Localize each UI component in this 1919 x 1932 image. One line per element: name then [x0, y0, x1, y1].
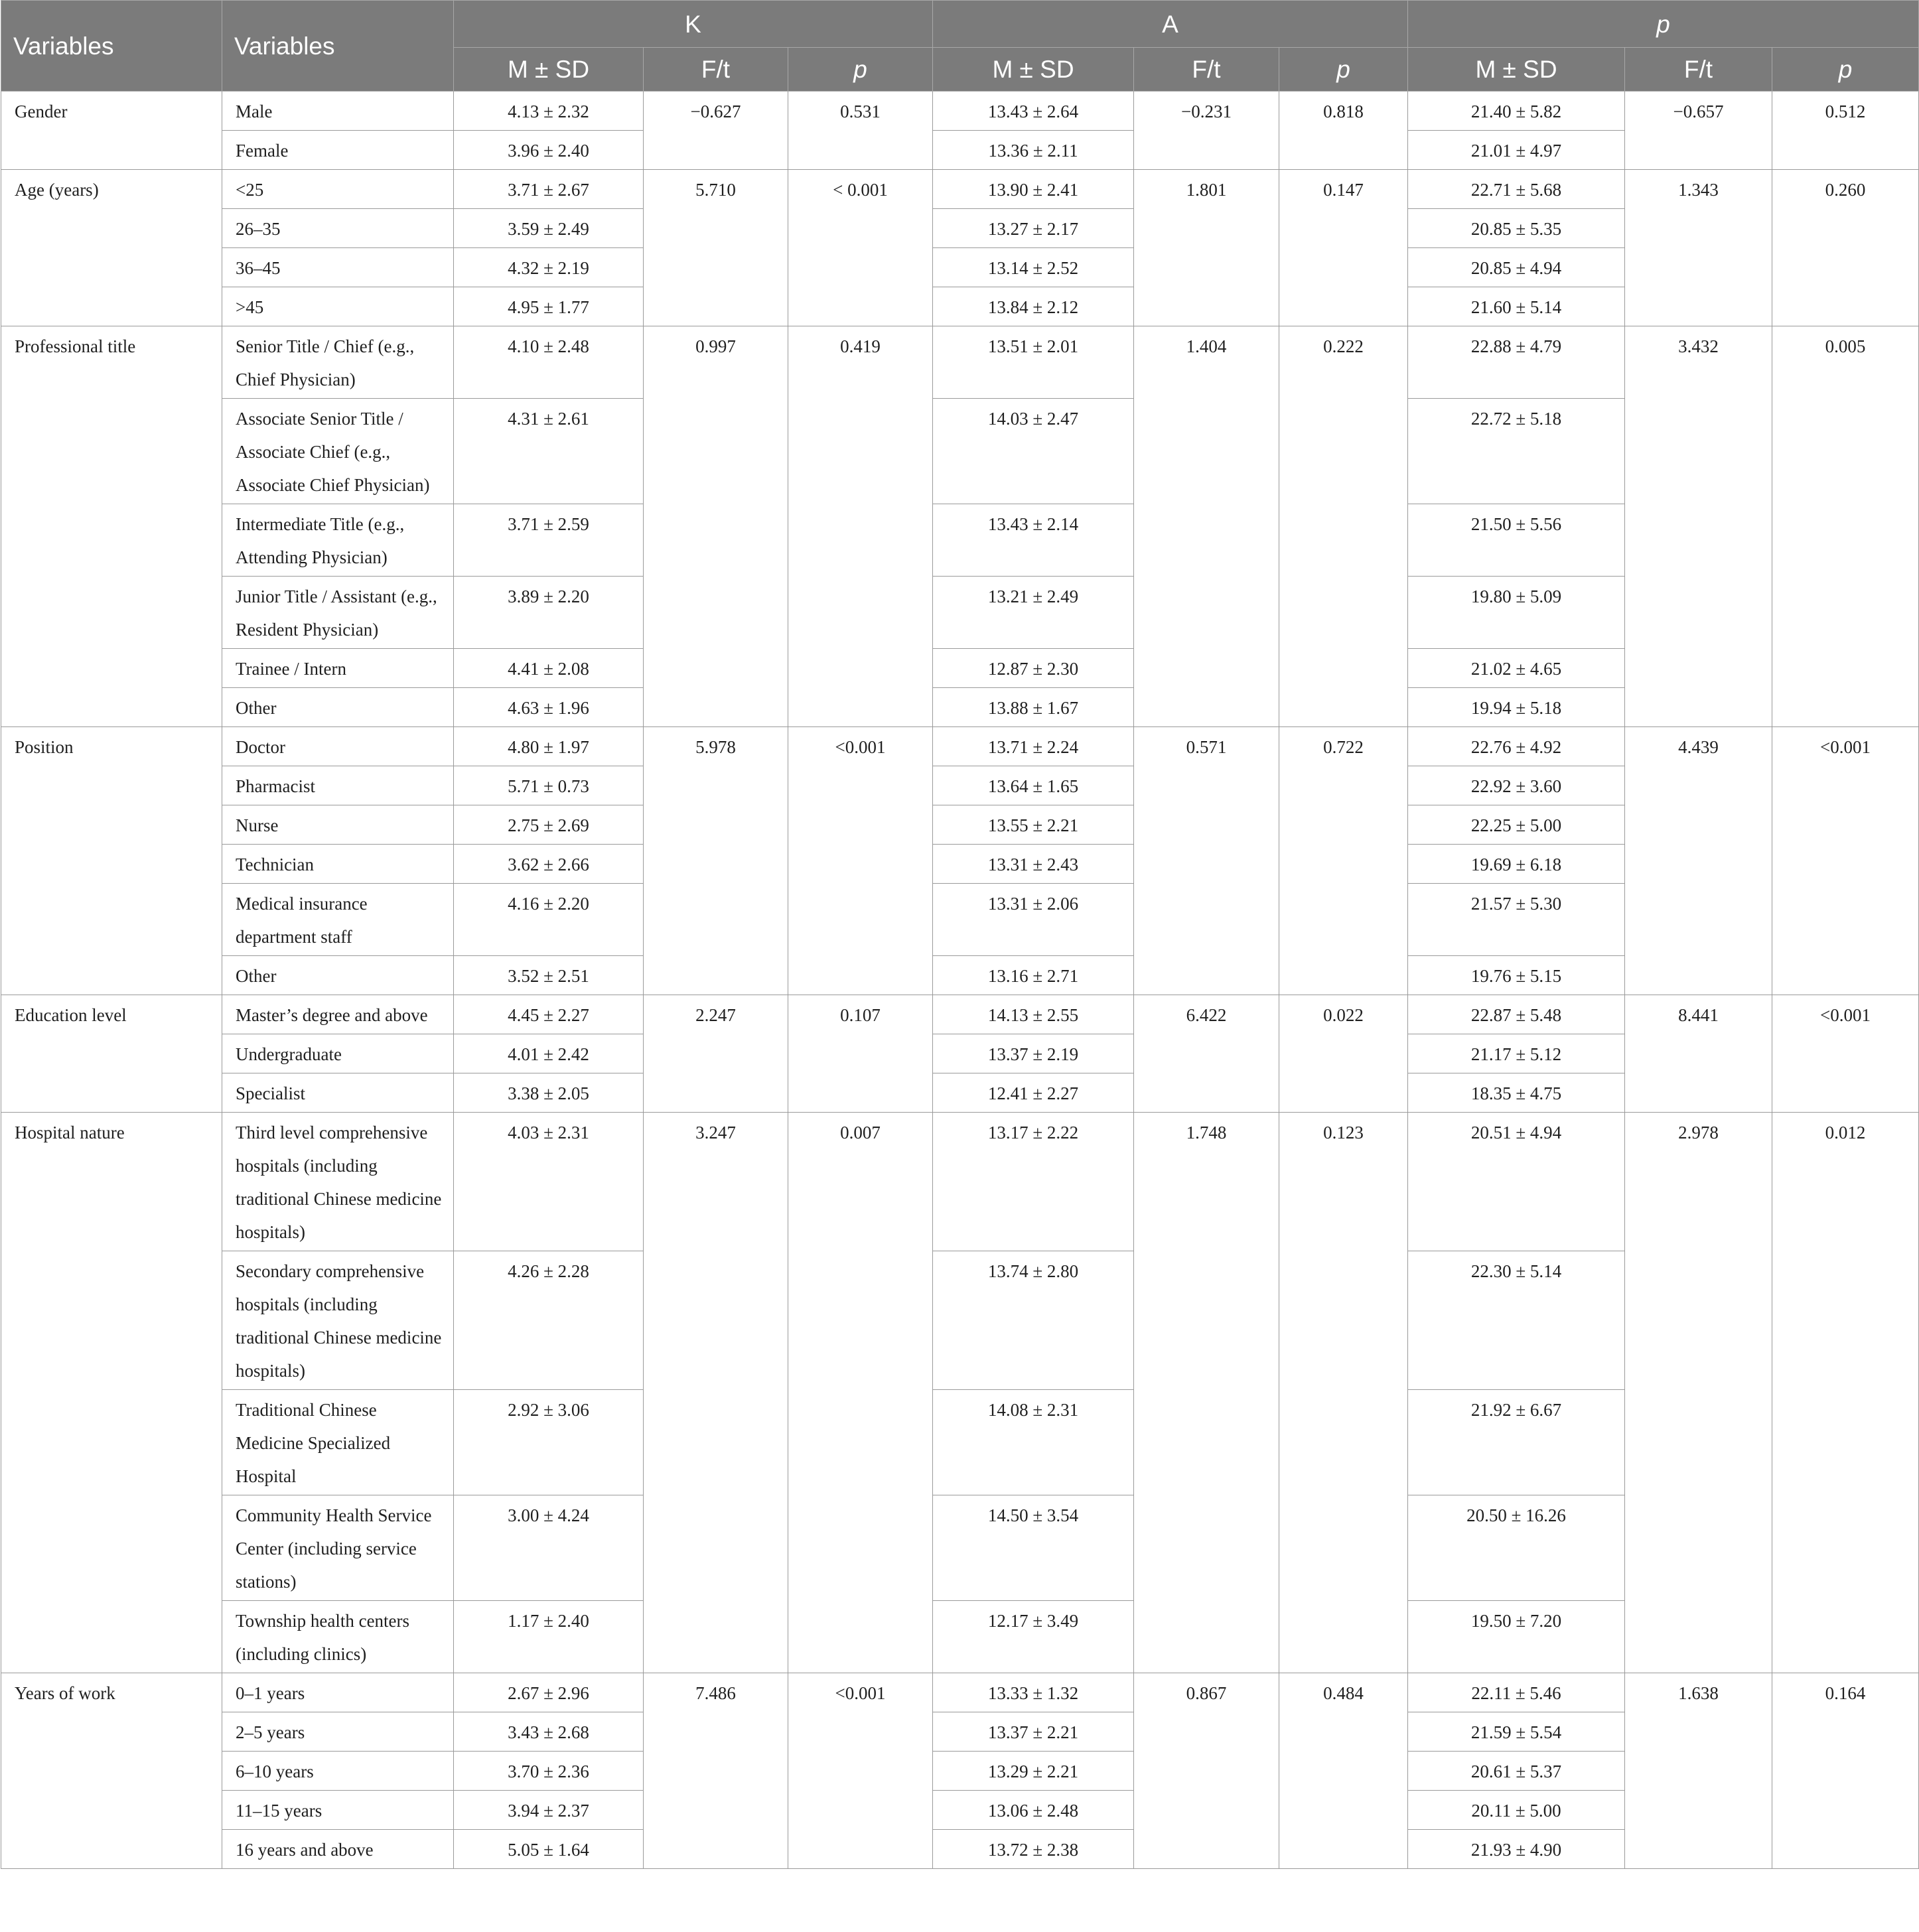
table-row	[1, 1113, 1919, 1251]
p-mean-sd: 18.35 ± 4.75	[1408, 1073, 1625, 1113]
a-mean-sd: 13.06 ± 2.48	[933, 1791, 1134, 1830]
k-p-value: < 0.001	[788, 170, 933, 326]
header-group-a: A	[933, 1, 1408, 48]
variable-label: Pharmacist	[222, 766, 454, 805]
a-mean-sd: 13.14 ± 2.52	[933, 248, 1134, 287]
k-mean-sd: 4.16 ± 2.20	[454, 884, 644, 956]
k-p-value: <0.001	[788, 727, 933, 995]
a-mean-sd: 14.50 ± 3.54	[933, 1495, 1134, 1601]
group-name: Years of work	[1, 1673, 222, 1869]
a-mean-sd: 12.87 ± 2.30	[933, 649, 1134, 688]
p-mean-sd: 21.59 ± 5.54	[1408, 1712, 1625, 1752]
variable-label: Nurse	[222, 805, 454, 845]
k-f-t: 0.997	[644, 326, 788, 727]
p-f-t: 1.638	[1625, 1673, 1772, 1869]
header-group-p: p	[1408, 1, 1919, 48]
k-mean-sd: 3.96 ± 2.40	[454, 131, 644, 170]
k-mean-sd: 1.17 ± 2.40	[454, 1601, 644, 1673]
p-mean-sd: 19.94 ± 5.18	[1408, 688, 1625, 727]
p-mean-sd: 19.69 ± 6.18	[1408, 845, 1625, 884]
a-mean-sd: 14.08 ± 2.31	[933, 1390, 1134, 1495]
k-mean-sd: 5.05 ± 1.64	[454, 1830, 644, 1869]
header-variables-1: Variables	[1, 1, 222, 92]
k-mean-sd: 3.38 ± 2.05	[454, 1073, 644, 1113]
p-mean-sd: 22.87 ± 5.48	[1408, 995, 1625, 1034]
variable-label: <25	[222, 170, 454, 209]
p-p-value: 0.005	[1772, 326, 1919, 727]
p-mean-sd: 21.17 ± 5.12	[1408, 1034, 1625, 1073]
k-mean-sd: 5.71 ± 0.73	[454, 766, 644, 805]
a-f-t: 1.748	[1134, 1113, 1279, 1673]
k-f-t: 7.486	[644, 1673, 788, 1869]
variable-label: Other	[222, 688, 454, 727]
variable-label: 6–10 years	[222, 1752, 454, 1791]
variable-label: Other	[222, 956, 454, 995]
p-f-t: 1.343	[1625, 170, 1772, 326]
k-p-value: 0.107	[788, 995, 933, 1113]
group-name: Position	[1, 727, 222, 995]
a-mean-sd: 13.90 ± 2.41	[933, 170, 1134, 209]
a-mean-sd: 13.71 ± 2.24	[933, 727, 1134, 766]
a-mean-sd: 13.27 ± 2.17	[933, 209, 1134, 248]
variable-label: Specialist	[222, 1073, 454, 1113]
header-a-msd: M ± SD	[933, 48, 1134, 92]
variable-label: Senior Title / Chief (e.g., Chief Physician)	[222, 326, 454, 399]
group-name: Gender	[1, 92, 222, 170]
p-mean-sd: 21.57 ± 5.30	[1408, 884, 1625, 956]
a-mean-sd: 13.17 ± 2.22	[933, 1113, 1134, 1251]
k-p-value: 0.419	[788, 326, 933, 727]
k-mean-sd: 4.26 ± 2.28	[454, 1251, 644, 1390]
group-name: Hospital nature	[1, 1113, 222, 1673]
a-mean-sd: 13.64 ± 1.65	[933, 766, 1134, 805]
group-name: Professional title	[1, 326, 222, 727]
p-p-value: <0.001	[1772, 727, 1919, 995]
k-mean-sd: 3.70 ± 2.36	[454, 1752, 644, 1791]
p-mean-sd: 20.85 ± 4.94	[1408, 248, 1625, 287]
p-f-t: 2.978	[1625, 1113, 1772, 1673]
p-f-t: 4.439	[1625, 727, 1772, 995]
a-mean-sd: 12.17 ± 3.49	[933, 1601, 1134, 1673]
a-mean-sd: 13.84 ± 2.12	[933, 287, 1134, 326]
table-row	[1, 92, 1919, 131]
p-mean-sd: 21.40 ± 5.82	[1408, 92, 1625, 131]
variable-label: 11–15 years	[222, 1791, 454, 1830]
p-p-value: <0.001	[1772, 995, 1919, 1113]
a-mean-sd: 13.31 ± 2.43	[933, 845, 1134, 884]
p-mean-sd: 19.76 ± 5.15	[1408, 956, 1625, 995]
variable-label: Male	[222, 92, 454, 131]
table-row	[1, 170, 1919, 209]
a-mean-sd: 13.43 ± 2.14	[933, 504, 1134, 577]
a-p-value: 0.722	[1279, 727, 1408, 995]
a-mean-sd: 13.31 ± 2.06	[933, 884, 1134, 956]
k-mean-sd: 3.89 ± 2.20	[454, 577, 644, 649]
p-p-value: 0.164	[1772, 1673, 1919, 1869]
p-mean-sd: 20.50 ± 16.26	[1408, 1495, 1625, 1601]
variable-label: Community Health Service Center (including service stations)	[222, 1495, 454, 1601]
p-mean-sd: 22.30 ± 5.14	[1408, 1251, 1625, 1390]
a-f-t: 6.422	[1134, 995, 1279, 1113]
header-a-p: p	[1279, 48, 1408, 92]
p-p-value: 0.512	[1772, 92, 1919, 170]
k-mean-sd: 4.03 ± 2.31	[454, 1113, 644, 1251]
variable-label: 0–1 years	[222, 1673, 454, 1712]
k-mean-sd: 3.52 ± 2.51	[454, 956, 644, 995]
header-k-ft: F/t	[644, 48, 788, 92]
k-f-t: 3.247	[644, 1113, 788, 1673]
header-group-k: K	[454, 1, 933, 48]
a-mean-sd: 13.37 ± 2.19	[933, 1034, 1134, 1073]
a-mean-sd: 13.37 ± 2.21	[933, 1712, 1134, 1752]
p-mean-sd: 21.93 ± 4.90	[1408, 1830, 1625, 1869]
a-f-t: 0.867	[1134, 1673, 1279, 1869]
table-row	[1, 326, 1919, 399]
p-mean-sd: 21.50 ± 5.56	[1408, 504, 1625, 577]
a-f-t: 1.801	[1134, 170, 1279, 326]
variable-label: 26–35	[222, 209, 454, 248]
p-mean-sd: 22.88 ± 4.79	[1408, 326, 1625, 399]
p-mean-sd: 21.92 ± 6.67	[1408, 1390, 1625, 1495]
p-mean-sd: 22.92 ± 3.60	[1408, 766, 1625, 805]
variable-label: Technician	[222, 845, 454, 884]
k-mean-sd: 4.01 ± 2.42	[454, 1034, 644, 1073]
a-mean-sd: 13.16 ± 2.71	[933, 956, 1134, 995]
k-f-t: 5.978	[644, 727, 788, 995]
k-mean-sd: 4.80 ± 1.97	[454, 727, 644, 766]
a-p-value: 0.222	[1279, 326, 1408, 727]
table-row	[1, 727, 1919, 766]
variable-label: Undergraduate	[222, 1034, 454, 1073]
k-mean-sd: 4.13 ± 2.32	[454, 92, 644, 131]
a-mean-sd: 13.36 ± 2.11	[933, 131, 1134, 170]
k-mean-sd: 4.10 ± 2.48	[454, 326, 644, 399]
header-k-p: p	[788, 48, 933, 92]
variable-label: Township health centers (including clinics)	[222, 1601, 454, 1673]
p-mean-sd: 20.85 ± 5.35	[1408, 209, 1625, 248]
k-mean-sd: 3.00 ± 4.24	[454, 1495, 644, 1601]
header-k-msd: M ± SD	[454, 48, 644, 92]
a-mean-sd: 13.55 ± 2.21	[933, 805, 1134, 845]
a-p-value: 0.818	[1279, 92, 1408, 170]
k-mean-sd: 2.67 ± 2.96	[454, 1673, 644, 1712]
p-mean-sd: 20.61 ± 5.37	[1408, 1752, 1625, 1791]
p-mean-sd: 22.25 ± 5.00	[1408, 805, 1625, 845]
a-mean-sd: 14.03 ± 2.47	[933, 399, 1134, 504]
k-mean-sd: 4.63 ± 1.96	[454, 688, 644, 727]
k-f-t: −0.627	[644, 92, 788, 170]
variable-label: 36–45	[222, 248, 454, 287]
p-mean-sd: 22.71 ± 5.68	[1408, 170, 1625, 209]
k-p-value: 0.531	[788, 92, 933, 170]
p-mean-sd: 22.76 ± 4.92	[1408, 727, 1625, 766]
a-mean-sd: 12.41 ± 2.27	[933, 1073, 1134, 1113]
stats-table	[1, 0, 1919, 1869]
a-f-t: 1.404	[1134, 326, 1279, 727]
p-mean-sd: 22.72 ± 5.18	[1408, 399, 1625, 504]
variable-label: 16 years and above	[222, 1830, 454, 1869]
a-mean-sd: 13.29 ± 2.21	[933, 1752, 1134, 1791]
k-mean-sd: 3.71 ± 2.67	[454, 170, 644, 209]
k-mean-sd: 3.43 ± 2.68	[454, 1712, 644, 1752]
k-mean-sd: 3.62 ± 2.66	[454, 845, 644, 884]
header-p-msd: M ± SD	[1408, 48, 1625, 92]
p-p-value: 0.260	[1772, 170, 1919, 326]
a-mean-sd: 13.88 ± 1.67	[933, 688, 1134, 727]
p-p-value: 0.012	[1772, 1113, 1919, 1673]
k-mean-sd: 4.31 ± 2.61	[454, 399, 644, 504]
p-f-t: 3.432	[1625, 326, 1772, 727]
k-mean-sd: 2.75 ± 2.69	[454, 805, 644, 845]
a-f-t: −0.231	[1134, 92, 1279, 170]
header-row-groups	[1, 1, 1919, 48]
group-name: Education level	[1, 995, 222, 1113]
a-p-value: 0.022	[1279, 995, 1408, 1113]
k-mean-sd: 4.45 ± 2.27	[454, 995, 644, 1034]
p-f-t: −0.657	[1625, 92, 1772, 170]
k-f-t: 5.710	[644, 170, 788, 326]
k-p-value: 0.007	[788, 1113, 933, 1673]
p-mean-sd: 21.01 ± 4.97	[1408, 131, 1625, 170]
a-mean-sd: 13.74 ± 2.80	[933, 1251, 1134, 1390]
p-mean-sd: 19.80 ± 5.09	[1408, 577, 1625, 649]
a-p-value: 0.147	[1279, 170, 1408, 326]
k-mean-sd: 4.32 ± 2.19	[454, 248, 644, 287]
a-mean-sd: 13.51 ± 2.01	[933, 326, 1134, 399]
table-row	[1, 995, 1919, 1034]
table-body	[1, 92, 1919, 1869]
k-mean-sd: 3.71 ± 2.59	[454, 504, 644, 577]
k-mean-sd: 4.41 ± 2.08	[454, 649, 644, 688]
variable-label: Medical insurance department staff	[222, 884, 454, 956]
variable-label: Female	[222, 131, 454, 170]
a-mean-sd: 14.13 ± 2.55	[933, 995, 1134, 1034]
k-mean-sd: 3.94 ± 2.37	[454, 1791, 644, 1830]
p-mean-sd: 21.02 ± 4.65	[1408, 649, 1625, 688]
k-p-value: <0.001	[788, 1673, 933, 1869]
header-a-ft: F/t	[1134, 48, 1279, 92]
variable-label: Master’s degree and above	[222, 995, 454, 1034]
a-f-t: 0.571	[1134, 727, 1279, 995]
a-mean-sd: 13.33 ± 1.32	[933, 1673, 1134, 1712]
variable-label: Doctor	[222, 727, 454, 766]
p-mean-sd: 21.60 ± 5.14	[1408, 287, 1625, 326]
k-mean-sd: 2.92 ± 3.06	[454, 1390, 644, 1495]
p-mean-sd: 22.11 ± 5.46	[1408, 1673, 1625, 1712]
k-f-t: 2.247	[644, 995, 788, 1113]
variable-label: Traditional Chinese Medicine Specialized Hospital	[222, 1390, 454, 1495]
header-p-p: p	[1772, 48, 1919, 92]
a-mean-sd: 13.43 ± 2.64	[933, 92, 1134, 131]
k-mean-sd: 4.95 ± 1.77	[454, 287, 644, 326]
a-p-value: 0.484	[1279, 1673, 1408, 1869]
table-row	[1, 1673, 1919, 1712]
variable-label: Associate Senior Title / Associate Chief (e.g., Associate Chief Physician)	[222, 399, 454, 504]
variable-label: Third level comprehensive hospitals (including traditional Chinese medicine hospitals)	[222, 1113, 454, 1251]
p-mean-sd: 20.11 ± 5.00	[1408, 1791, 1625, 1830]
a-p-value: 0.123	[1279, 1113, 1408, 1673]
group-name: Age (years)	[1, 170, 222, 326]
p-f-t: 8.441	[1625, 995, 1772, 1113]
header-p-ft: F/t	[1625, 48, 1772, 92]
header-variables-2: Variables	[222, 1, 454, 92]
variable-label: Junior Title / Assistant (e.g., Resident Physician)	[222, 577, 454, 649]
a-mean-sd: 13.21 ± 2.49	[933, 577, 1134, 649]
p-mean-sd: 19.50 ± 7.20	[1408, 1601, 1625, 1673]
variable-label: Trainee / Intern	[222, 649, 454, 688]
variable-label: Intermediate Title (e.g., Attending Physician)	[222, 504, 454, 577]
variable-label: 2–5 years	[222, 1712, 454, 1752]
variable-label: Secondary comprehensive hospitals (including traditional Chinese medicine hospitals)	[222, 1251, 454, 1390]
k-mean-sd: 3.59 ± 2.49	[454, 209, 644, 248]
table-header	[1, 1, 1919, 92]
p-mean-sd: 20.51 ± 4.94	[1408, 1113, 1625, 1251]
variable-label: >45	[222, 287, 454, 326]
a-mean-sd: 13.72 ± 2.38	[933, 1830, 1134, 1869]
